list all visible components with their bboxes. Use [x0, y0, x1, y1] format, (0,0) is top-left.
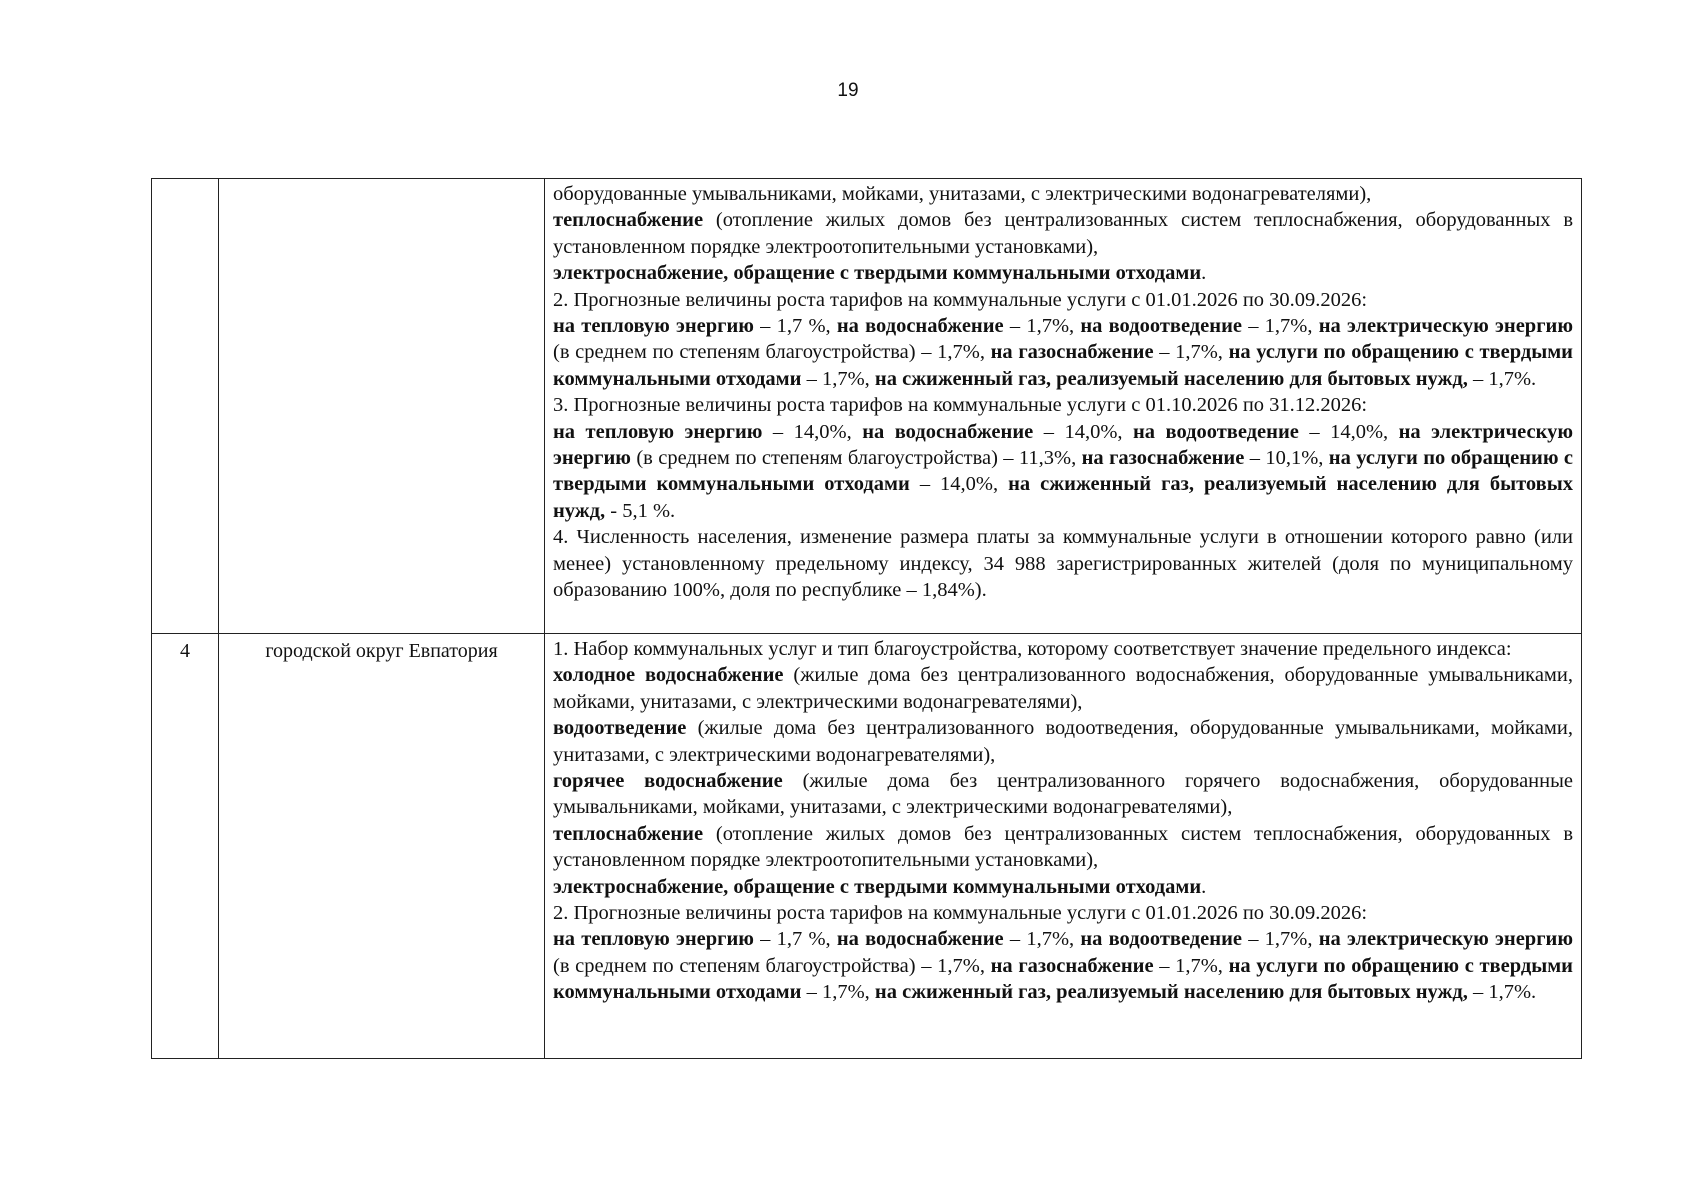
content-paragraph [553, 715, 1573, 768]
bold-text-segment: на электрическую энергию [553, 420, 1574, 470]
content-paragraph [553, 392, 1573, 418]
content-paragraph [553, 768, 1573, 821]
content-paragraph [553, 900, 1573, 926]
text-segment: 3. Прогнозные величины роста тарифов на коммунальные услуги с 01.10.2026 по 31.12.2026: [553, 394, 1368, 417]
content-paragraph [553, 926, 1573, 1005]
bold-text-segment: на сжиженный газ, реализуемый населению для бытовых нужд, [553, 473, 1573, 522]
bold-text-segment: на газоснабжение [990, 341, 1154, 364]
row-number-cell: 4 [152, 634, 219, 1059]
row-number-cell [152, 179, 219, 634]
text-segment: – 1,7 %, [753, 928, 837, 951]
text-segment: (жилые дома без централизованного горячего водоснабжения, оборудованные умывальниками, мойками, унитазами, с электрическими водонагревателями), [553, 770, 1573, 819]
text-segment: – 1,7%, [1241, 315, 1319, 338]
bold-text-segment: на услуги по обращению с твердыми коммунальными отходами [553, 447, 1573, 496]
text-segment: 2. Прогнозные величины роста тарифов на коммунальные услуги с 01.01.2026 по 30.09.2026: [553, 288, 1368, 311]
text-segment: – 1,7%, [1003, 315, 1081, 338]
content-paragraph [553, 287, 1573, 313]
bold-text-segment: горячее водоснабжение [553, 770, 783, 793]
row-content-cell [545, 634, 1582, 1059]
bold-text-segment: на электрическую энергию [1318, 928, 1573, 951]
table-row [152, 634, 1582, 1059]
text-segment: – 1,7%, [1153, 954, 1229, 977]
text-segment: – 1,7 %, [753, 315, 837, 338]
bold-text-segment: теплоснабжение [553, 822, 704, 845]
text-segment: . [1201, 262, 1207, 285]
bold-text-segment: электроснабжение, обращение с твердыми коммунальными отходами [553, 262, 1202, 285]
content-paragraph [553, 874, 1573, 900]
content-paragraph [553, 821, 1573, 874]
bold-text-segment: на сжиженный газ, реализуемый населению для бытовых нужд, [874, 367, 1468, 390]
bold-text-segment: на услуги по обращению с твердыми коммунальными отходами [553, 341, 1573, 390]
content-paragraph [553, 313, 1573, 392]
municipality-name-cell: городской округ Евпатория [219, 634, 545, 1059]
content-paragraph [553, 636, 1573, 662]
content-paragraph [553, 419, 1573, 525]
text-segment: – 14,0%, [909, 473, 1009, 496]
text-segment: (в среднем по степеням благоустройства) – 1,7%, [553, 954, 991, 977]
text-segment: 4. Численность населения, изменение размера платы за коммунальные услуги в отношении которого равно (или менее) установленному предельному индексу, 34 988 зарегистрированных жителей (доля по муниципальному образованию 100%, доля по республике – 1,84%). [553, 526, 1573, 602]
municipality-name-cell [219, 179, 545, 634]
text-segment: – 1,7%, [801, 367, 875, 390]
bold-text-segment: на водоотведение [1080, 315, 1242, 338]
bold-text-segment: на водоотведение [1080, 928, 1242, 951]
content-paragraph [553, 524, 1573, 603]
bold-text-segment: на водоснабжение [836, 928, 1004, 951]
table-row [152, 179, 1582, 634]
bold-text-segment: на тепловую энергию [553, 420, 763, 443]
bold-text-segment: на тепловую энергию [553, 928, 754, 951]
bold-text-segment: на сжиженный газ, реализуемый населению для бытовых нужд, [874, 981, 1468, 1004]
municipality-tariff-table [151, 178, 1582, 1059]
text-segment: – 14,0%, [1033, 420, 1133, 443]
content-paragraph [553, 662, 1573, 715]
bold-text-segment: электроснабжение, обращение с твердыми коммунальными отходами [553, 875, 1202, 898]
content-paragraph [553, 207, 1573, 260]
text-segment: 2. Прогнозные величины роста тарифов на коммунальные услуги с 01.01.2026 по 30.09.2026: [553, 902, 1368, 925]
content-paragraph [553, 181, 1573, 207]
bold-text-segment: на электрическую энергию [1318, 315, 1573, 338]
bold-text-segment: на тепловую энергию [553, 315, 754, 338]
bold-text-segment: водоотведение [553, 717, 687, 740]
text-segment: – 1,7%. [1467, 367, 1537, 390]
text-segment: (жилые дома без централизованного водоотведения, оборудованные умывальниками, мойками, унитазами, с электрическими водонагревателями), [553, 717, 1573, 766]
text-segment: (жилые дома без централизованного водоснабжения, оборудованные умывальниками, мойками, унитазами, с электрическими водонагревателями), [553, 664, 1573, 713]
text-segment: (отопление жилых домов без централизованных систем теплоснабжения, оборудованных в установленном порядке электроотопительными установками), [553, 822, 1573, 872]
text-segment: – 10,1%, [1244, 447, 1329, 470]
row-content-cell [545, 179, 1582, 634]
text-segment: - 5,1 %. [605, 499, 676, 522]
text-segment: – 1,7%. [1467, 981, 1537, 1004]
page-number: 19 [837, 80, 859, 101]
text-segment: 1. Набор коммунальных услуг и тип благоустройства, которому соответствует значение предельного индекса: [553, 638, 1512, 660]
content-paragraph [553, 260, 1573, 286]
text-segment: – 1,7%, [801, 981, 875, 1004]
bold-text-segment: на газоснабжение [990, 954, 1154, 977]
text-segment: – 1,7%, [1153, 341, 1229, 364]
text-segment: – 1,7%, [1003, 928, 1081, 951]
bold-text-segment: на водоснабжение [862, 420, 1034, 443]
text-segment: – 14,0%, [762, 420, 863, 443]
bold-text-segment: холодное водоснабжение [553, 664, 784, 687]
bold-text-segment: теплоснабжение [553, 209, 704, 232]
bold-text-segment: на газоснабжение [1081, 447, 1245, 470]
text-segment: – 14,0%, [1298, 420, 1399, 443]
text-segment: оборудованные умывальниками, мойками, унитазами, с электрическими водонагревателями), [553, 183, 1372, 205]
text-segment: . [1201, 875, 1207, 898]
bold-text-segment: на услуги по обращению с твердыми коммунальными отходами [553, 954, 1573, 1004]
text-segment: (в среднем по степеням благоустройства) – 11,3%, [630, 447, 1082, 470]
text-segment: (в среднем по степеням благоустройства) – 1,7%, [553, 341, 991, 364]
text-segment: (отопление жилых домов без централизованных систем теплоснабжения, оборудованных в установленном порядке электроотопительными установками), [553, 209, 1573, 258]
text-segment: – 1,7%, [1241, 928, 1319, 951]
bold-text-segment: на водоснабжение [836, 315, 1004, 338]
bold-text-segment: на водоотведение [1133, 420, 1299, 443]
